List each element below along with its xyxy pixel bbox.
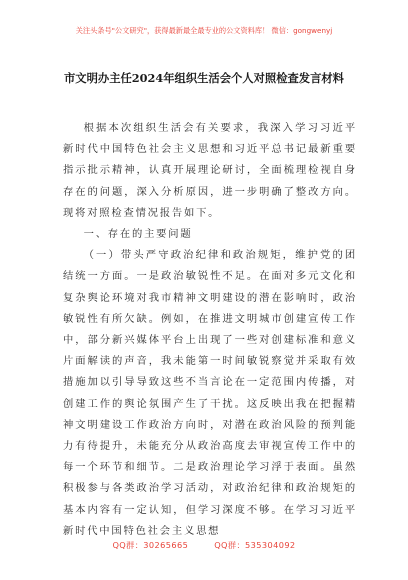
document-body — [63, 118, 357, 542]
section-heading: 一、存在的主要问题 — [83, 228, 193, 241]
qq-group-2: QQ群：535304092 — [214, 540, 296, 550]
footer-contacts — [0, 540, 408, 551]
document-title: 市文明办主任2024年组织生活会个人对照检查发言材料 — [64, 71, 344, 85]
promo-banner: 关注头条号"公文研究"，获得最新最全最专业的公文资料库！ 微信：gongwenyj — [75, 26, 333, 35]
qq-group-1: QQ群：30265665 — [112, 540, 189, 550]
body-paragraph: （一）带头严守政治纪律和政治规矩，维护党的团结统一方面。一是政治敏锐性不足。在面对多元文化和复杂舆论环境对我市精神文明建设的潜在影响时，政治敏锐性有所欠缺。例如，在推进文明城市创建宣传工作中，部分新兴媒体平台上出现了一些对创建标准和意义片面解读的声音，我未能第一时间敏锐察觉并采取有效措施加以引导导致这些不当言论在一定范围内传播，对创建工作的舆论氛围产生了干扰。这反映出我在把握精神文明建设工作政治方向时，对潜在政治风险的预判能力有待提升，未能充分从政治高度去审视宣传工作中的每一个环节和细节。二是政治理论学习浮于表面。虽然积极参与各类政治学习活动，对政治纪律和政治规矩的基本内容有一定认知，但学习深度不够。在学习习近平新时代中国特色社会主义思想 — [63, 249, 357, 537]
intro-paragraph: 根据本次组织生活会有关要求，我深入学习习近平新时代中国特色社会主义思想和习近平总书记最新重要指示批示精神，认真开展理论研讨，全面梳理检视自身存在的问题，深入分析原因，进一步明确了整改方向。现将对照检查情况报告如下。 — [63, 122, 357, 219]
